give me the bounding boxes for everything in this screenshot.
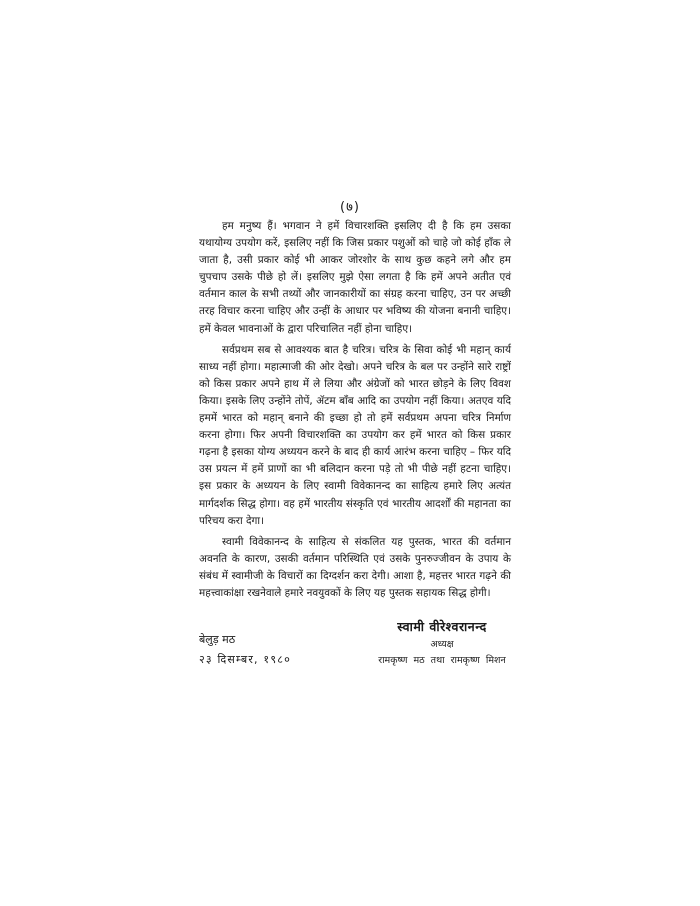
paragraph-1: हम मनुष्य हैं। भगवान ने हमें विचारशक्ति इसलिए दी है कि हम उसका यथायोग्य उपयोग करें, इसलिए नहीं कि जिस प्रकार पशुओं को चाहे जो कोई हाँक ले जाता है, उसी प्रकार कोई भी आकर जोरशोर के साथ कुछ कहने लगे और हम चुपचाप उसके पीछे हो लें। इसलिए मुझे ऐसा लगता है कि हमें अपने अतीत एवं वर्तमान काल के सभी तथ्यों और जानकारीयों का संग्रह करना चाहिए, उन पर अच्छी तरह विचार करना चाहिए और उन्हीं के आधार पर भविष्य की योजना बनानी चाहिए। हमें केवल भावनाओं के द्वारा परिचालित नहीं होना चाहिए। <box>199 220 511 335</box>
place: बेलुड़ मठ <box>199 633 236 646</box>
signatory-organisation: रामकृष्ण मठ तथा रामकृष्ण मिशन <box>378 655 506 666</box>
signature-block <box>352 617 532 669</box>
signatory-designation: अध्यक्ष <box>430 639 454 650</box>
signatory-name: स्वामी वीरेश्वरानन्द <box>397 619 487 634</box>
paragraph-3: स्वामी विवेकानन्द के साहित्य से संकलित यह पुस्तक, भारत की वर्तमान अवनति के कारण, उसकी वर्तमान परिस्थिति एवं उसके पुनरुज्जीवन के उपाय के संबंध में स्वामीजी के विचारों का दिग्दर्शन करा देगी। आशा है, महत्तर भारत गढ़ने की महत्त्वाकांक्षा रखनेवाले हमारे नवयुवकों के लिए यह पुस्तक सहायक सिद्ध होगी। <box>199 535 511 599</box>
paragraph-2: सर्वप्रथम सब से आवश्यक बात है चरित्र। चरित्र के सिवा कोई भी महान् कार्य साध्य नहीं होगा। महात्माजी की ओर देखो। अपने चरित्र के बल पर उन्होंने सारे राष्ट्रों को किस प्रकार अपने हाथ में ले लिया और अंग्रेजों को भारत छोड़ने के लिए विवश किया। इसके लिए उन्होंने तोपें, ॲटम बॉंब आदि का उपयोग नहीं किया। अतएव यदि हममें भारत को महान् बनाने की इच्छा हो तो हमें सर्वप्रथम अपना चरित्र निर्माण करना होगा। फिर अपनी विचारशक्ति का उपयोग कर हमें भारत को किस प्रकार गढ़ना है इसका योग्य अध्ययन करने के बाद ही कार्य आरंभ करना चाहिए – फिर यदि उस प्रयत्न में हमें प्राणों का भी बलिदान करना पड़े तो भी पीछे नहीं हटना चाहिए। इस प्रकार के अध्ययन के लिए स्वामी विवेकानन्द का साहित्य हमारे लिए अत्यंत मार्गदर्शक सिद्ध होगा। वह हमें भारतीय संस्कृति एवं भारतीय आदर्शों की महानता का परिचय करा देगा। <box>199 343 511 527</box>
page-number: (७) <box>340 200 360 215</box>
date: २३ दिसम्बर, १९८० <box>199 653 292 666</box>
place-and-date <box>199 630 339 670</box>
body-text <box>199 218 511 602</box>
